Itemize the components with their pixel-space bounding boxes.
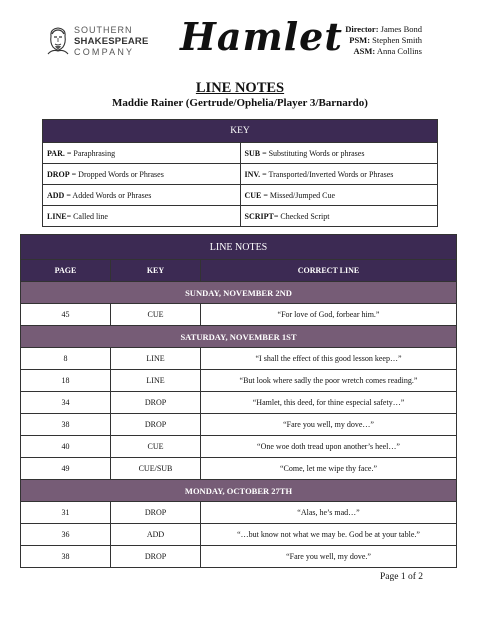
shakespeare-portrait-icon (46, 26, 70, 56)
key-cell: LINE (111, 370, 201, 392)
table-row (21, 392, 457, 414)
key-item: SCRIPT= Checked Script (240, 206, 438, 227)
table-row (21, 546, 457, 568)
page-cell: 49 (21, 458, 111, 480)
line-cell: “Hamlet, this deed, for thine especial safety…” (201, 392, 457, 414)
company-name-line3: COMPANY (74, 47, 135, 57)
key-table (42, 119, 438, 227)
key-item: LINE= Called line (43, 206, 241, 227)
page-cell: 8 (21, 348, 111, 370)
page-cell: 36 (21, 524, 111, 546)
key-cell: CUE (111, 304, 201, 326)
page-cell: 31 (21, 502, 111, 524)
key-cell: DROP (111, 546, 201, 568)
page-number: Page 1 of 2 (379, 572, 423, 582)
table-row (21, 304, 457, 326)
key-cell: CUE (111, 436, 201, 458)
line-cell: “One woe doth tread upon another’s heel…” (201, 436, 457, 458)
credit-asm: ASM: Anna Collins (353, 46, 422, 56)
key-cell: DROP (111, 392, 201, 414)
date-section-header: SATURDAY, NOVEMBER 1ST (21, 326, 457, 348)
key-cell: DROP (111, 414, 201, 436)
line-cell: “Come, let me wipe thy face.” (201, 458, 457, 480)
page-cell: 40 (21, 436, 111, 458)
line-cell: “But look where sadly the poor wretch comes reading.” (201, 370, 457, 392)
line-cell: “For love of God, forbear him.” (201, 304, 457, 326)
production-credits (345, 24, 422, 57)
table-row (21, 370, 457, 392)
line-cell: “Fare you well, my dove.” (201, 546, 457, 568)
show-title: Hamlet (180, 14, 343, 59)
key-item: CUE = Missed/Jumped Cue (240, 185, 438, 206)
date-section-header: MONDAY, OCTOBER 27TH (21, 480, 457, 502)
key-item: PAR. = Paraphrasing (43, 143, 241, 164)
key-cell: CUE/SUB (111, 458, 201, 480)
table-row (21, 458, 457, 480)
table-row (21, 436, 457, 458)
line-notes-table (20, 234, 457, 568)
table-row (21, 414, 457, 436)
company-name-line1: SOUTHERN (74, 25, 133, 35)
line-cell: “Alas, he’s mad…” (201, 502, 457, 524)
column-header-page: PAGE (21, 260, 111, 282)
page-cell: 38 (21, 546, 111, 568)
key-cell: DROP (111, 502, 201, 524)
key-table-title: KEY (43, 120, 438, 143)
key-item: DROP = Dropped Words or Phrases (43, 164, 241, 185)
table-row (21, 502, 457, 524)
page-cell: 34 (21, 392, 111, 414)
column-header-key: KEY (111, 260, 201, 282)
table-row (21, 348, 457, 370)
table-row (21, 524, 457, 546)
key-item: SUB = Substituting Words or phrases (240, 143, 438, 164)
document-title: LINE NOTES (195, 80, 285, 96)
line-cell: “I shall the effect of this good lesson keep…” (201, 348, 457, 370)
column-header-correct-line: CORRECT LINE (201, 260, 457, 282)
key-cell: LINE (111, 348, 201, 370)
key-item: INV. = Transported/Inverted Words or Phrases (240, 164, 438, 185)
date-section-header: SUNDAY, NOVEMBER 2ND (21, 282, 457, 304)
company-logo (46, 24, 164, 60)
actor-name: Maddie Rainer (Gertrude/Ophelia/Player 3/Barnardo) (112, 97, 368, 109)
key-item: ADD = Added Words or Phrases (43, 185, 241, 206)
line-cell: “Fare you well, my dove…” (201, 414, 457, 436)
page-cell: 18 (21, 370, 111, 392)
credit-director: Director: James Bond (345, 24, 422, 34)
credit-psm: PSM: Stephen Smith (349, 35, 422, 45)
company-name-line2: SHAKESPEARE (74, 36, 149, 47)
page-cell: 38 (21, 414, 111, 436)
key-cell: ADD (111, 524, 201, 546)
line-cell: “…but know not what we may be. God be at your table.” (201, 524, 457, 546)
notes-table-title: LINE NOTES (21, 235, 457, 260)
page-cell: 45 (21, 304, 111, 326)
